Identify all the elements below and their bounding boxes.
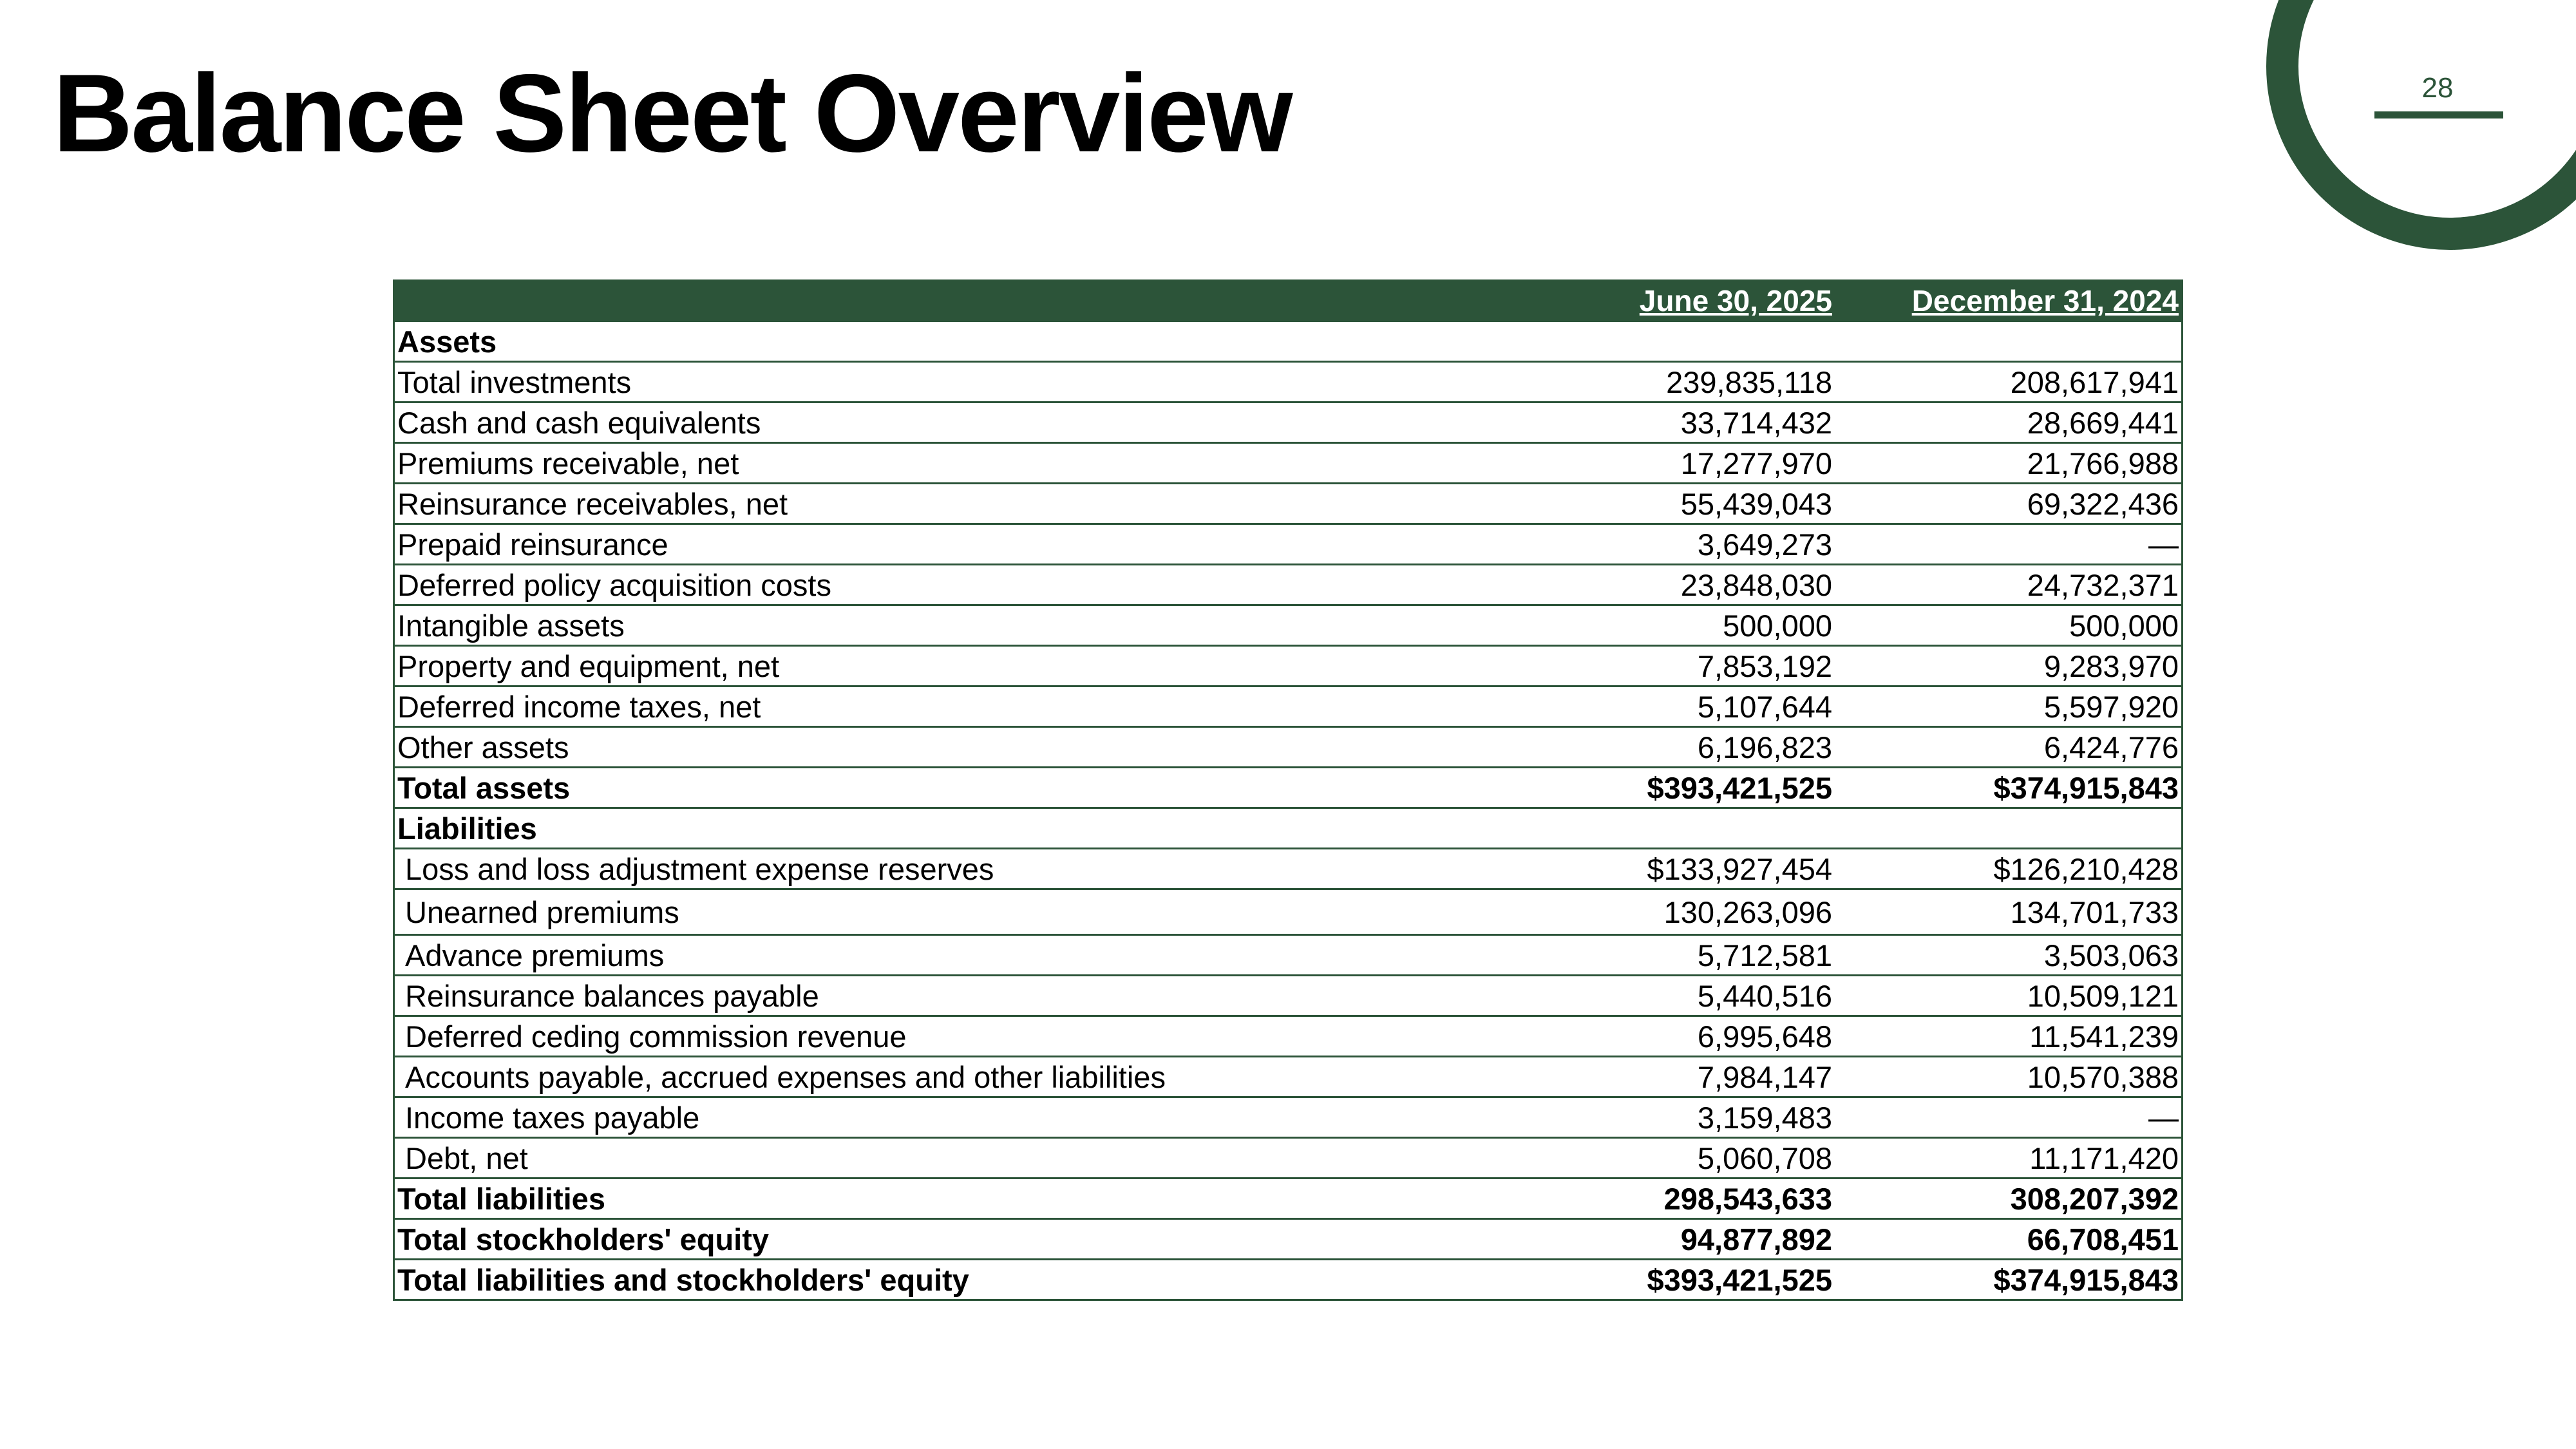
header-dec-2024: December 31, 2024 — [1835, 281, 2183, 321]
row-label: Total investments — [394, 362, 1560, 402]
value-june-2025: 6,995,648 — [1559, 1016, 1835, 1057]
value-june-2025: 55,439,043 — [1559, 484, 1835, 524]
page-number-underline — [2374, 111, 2503, 118]
value-june-2025: $393,421,525 — [1559, 1260, 1835, 1300]
table-row — [394, 565, 2183, 605]
value-june-2025: 298,543,633 — [1559, 1179, 1835, 1219]
value-dec-2024: 134,701,733 — [1835, 889, 2183, 935]
row-label: Cash and cash equivalents — [394, 402, 1560, 443]
value-june-2025 — [1559, 808, 1835, 849]
row-label: Assets — [394, 321, 1560, 362]
value-dec-2024: 208,617,941 — [1835, 362, 2183, 402]
table-row — [394, 1179, 2183, 1219]
value-june-2025: 3,159,483 — [1559, 1097, 1835, 1138]
table-row — [394, 935, 2183, 976]
value-june-2025 — [1559, 321, 1835, 362]
value-dec-2024: — — [1835, 1097, 2183, 1138]
value-june-2025: 5,107,644 — [1559, 687, 1835, 727]
value-dec-2024: 11,171,420 — [1835, 1138, 2183, 1179]
value-june-2025: 23,848,030 — [1559, 565, 1835, 605]
row-label: Total liabilities and stockholders' equity — [394, 1260, 1560, 1300]
table-row — [394, 889, 2183, 935]
row-label: Advance premiums — [394, 935, 1560, 976]
balance-sheet-table — [393, 279, 2183, 1301]
row-label: Prepaid reinsurance — [394, 524, 1560, 565]
table-row — [394, 605, 2183, 646]
table-header-row — [394, 281, 2183, 321]
table-row — [394, 402, 2183, 443]
row-label: Reinsurance balances payable — [394, 976, 1560, 1016]
row-label: Income taxes payable — [394, 1097, 1560, 1138]
value-june-2025: 130,263,096 — [1559, 889, 1835, 935]
value-june-2025: 5,712,581 — [1559, 935, 1835, 976]
value-dec-2024: 6,424,776 — [1835, 727, 2183, 768]
table-row — [394, 1016, 2183, 1057]
value-dec-2024: 500,000 — [1835, 605, 2183, 646]
decorative-ring — [2266, 0, 2576, 250]
value-june-2025: 33,714,432 — [1559, 402, 1835, 443]
table-row — [394, 646, 2183, 687]
row-label: Liabilities — [394, 808, 1560, 849]
row-label: Accounts payable, accrued expenses and other liabilities — [394, 1057, 1560, 1097]
value-dec-2024: 10,570,388 — [1835, 1057, 2183, 1097]
value-june-2025: 7,984,147 — [1559, 1057, 1835, 1097]
value-june-2025: $133,927,454 — [1559, 849, 1835, 889]
table-row — [394, 768, 2183, 808]
value-dec-2024: 3,503,063 — [1835, 935, 2183, 976]
table-row — [394, 1138, 2183, 1179]
row-label: Deferred ceding commission revenue — [394, 1016, 1560, 1057]
table-row — [394, 362, 2183, 402]
value-june-2025: 17,277,970 — [1559, 443, 1835, 484]
value-june-2025: 5,060,708 — [1559, 1138, 1835, 1179]
value-june-2025: 5,440,516 — [1559, 976, 1835, 1016]
page-number: 28 — [2421, 72, 2454, 104]
row-label: Deferred income taxes, net — [394, 687, 1560, 727]
value-june-2025: 239,835,118 — [1559, 362, 1835, 402]
value-dec-2024: 10,509,121 — [1835, 976, 2183, 1016]
value-june-2025: 6,196,823 — [1559, 727, 1835, 768]
value-dec-2024: — — [1835, 524, 2183, 565]
row-label: Intangible assets — [394, 605, 1560, 646]
table-row — [394, 1057, 2183, 1097]
table-row — [394, 976, 2183, 1016]
value-dec-2024: 69,322,436 — [1835, 484, 2183, 524]
value-june-2025: 500,000 — [1559, 605, 1835, 646]
table-row — [394, 808, 2183, 849]
value-june-2025: 7,853,192 — [1559, 646, 1835, 687]
row-label: Total liabilities — [394, 1179, 1560, 1219]
value-june-2025: 3,649,273 — [1559, 524, 1835, 565]
value-dec-2024: $374,915,843 — [1835, 768, 2183, 808]
row-label: Loss and loss adjustment expense reserves — [394, 849, 1560, 889]
value-dec-2024: $374,915,843 — [1835, 1260, 2183, 1300]
table-row — [394, 524, 2183, 565]
table-row — [394, 1219, 2183, 1260]
row-label: Deferred policy acquisition costs — [394, 565, 1560, 605]
table-row — [394, 849, 2183, 889]
value-june-2025: $393,421,525 — [1559, 768, 1835, 808]
header-label — [394, 281, 1560, 321]
value-dec-2024: 5,597,920 — [1835, 687, 2183, 727]
value-dec-2024: $126,210,428 — [1835, 849, 2183, 889]
value-dec-2024: 28,669,441 — [1835, 402, 2183, 443]
page-title: Balance Sheet Overview — [53, 52, 1291, 175]
row-label: Debt, net — [394, 1138, 1560, 1179]
row-label: Total assets — [394, 768, 1560, 808]
table-row — [394, 321, 2183, 362]
table-row — [394, 1260, 2183, 1300]
row-label: Other assets — [394, 727, 1560, 768]
table-row — [394, 687, 2183, 727]
row-label: Unearned premiums — [394, 889, 1560, 935]
table-row — [394, 1097, 2183, 1138]
value-dec-2024: 24,732,371 — [1835, 565, 2183, 605]
value-dec-2024 — [1835, 808, 2183, 849]
value-dec-2024 — [1835, 321, 2183, 362]
table-row — [394, 484, 2183, 524]
value-june-2025: 94,877,892 — [1559, 1219, 1835, 1260]
value-dec-2024: 21,766,988 — [1835, 443, 2183, 484]
value-dec-2024: 66,708,451 — [1835, 1219, 2183, 1260]
row-label: Reinsurance receivables, net — [394, 484, 1560, 524]
value-dec-2024: 11,541,239 — [1835, 1016, 2183, 1057]
table-row — [394, 443, 2183, 484]
row-label: Premiums receivable, net — [394, 443, 1560, 484]
row-label: Total stockholders' equity — [394, 1219, 1560, 1260]
table-row — [394, 727, 2183, 768]
value-dec-2024: 308,207,392 — [1835, 1179, 2183, 1219]
value-dec-2024: 9,283,970 — [1835, 646, 2183, 687]
header-june-2025: June 30, 2025 — [1559, 281, 1835, 321]
row-label: Property and equipment, net — [394, 646, 1560, 687]
